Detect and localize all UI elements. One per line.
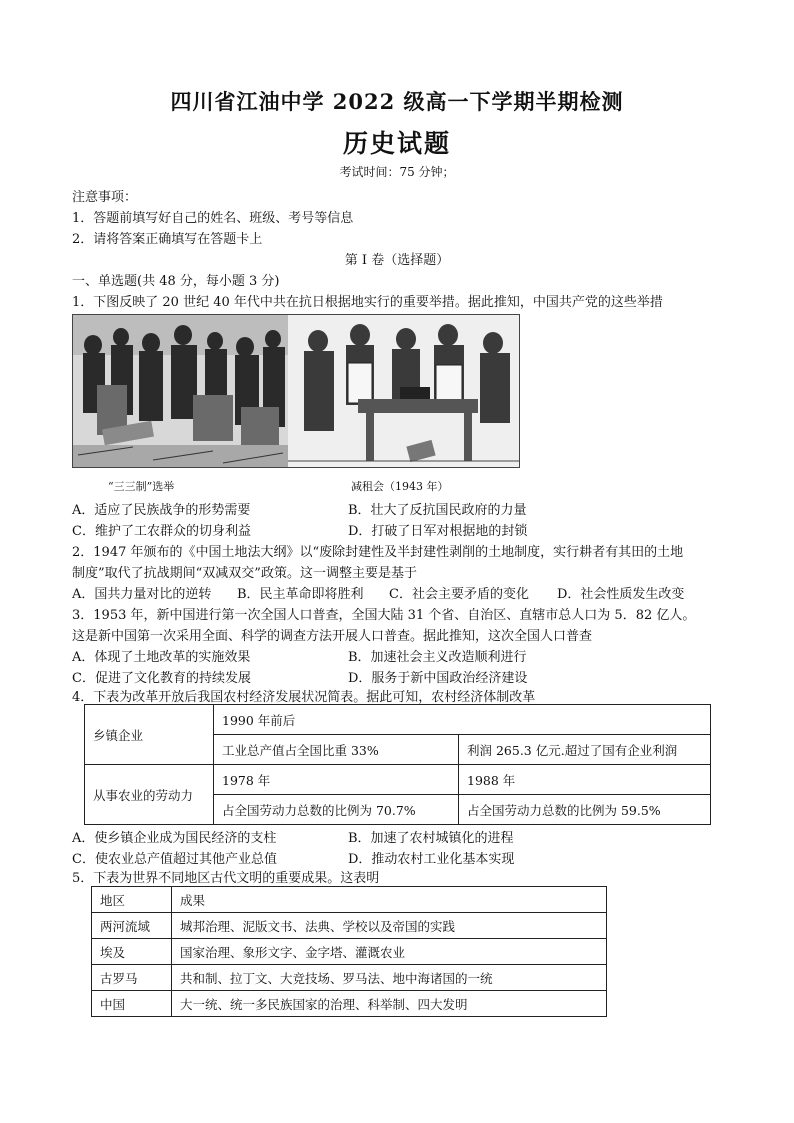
- q5-region-cell: 古罗马: [92, 965, 172, 991]
- q5-stem: 5．下表为世界不同地区古代文明的重要成果。这表明: [72, 871, 380, 886]
- q1-caption-meeting: 减租会（1943 年）: [351, 480, 449, 493]
- q4-row1-cell-a: 工业总产值占全国比重 33%: [214, 735, 459, 765]
- exam-title: 四川省江油中学 2022 级高一下学期半期检测: [170, 89, 624, 114]
- election-illustration: [73, 315, 288, 467]
- q4-stem: 4．下表为改革开放后我国农村经济发展状况简表。据此可知，农村经济体制改革: [72, 690, 536, 705]
- q5-achievement-cell: 国家治理、象形文字、金字塔、灌溉农业: [172, 939, 607, 965]
- q4-row1-period: 1990 年前后: [214, 705, 711, 735]
- q2-option-c[interactable]: C．社会主要矛盾的变化: [389, 587, 529, 602]
- table-row: [92, 965, 607, 991]
- table-row: [92, 913, 607, 939]
- table-row: [85, 705, 711, 735]
- q4-option-d[interactable]: D．推动农村工业化基本实现: [348, 852, 515, 867]
- q1-caption-election: “三三制”选举: [108, 480, 175, 493]
- q4-row2-cell-a: 占全国劳动力总数的比例为 70.7%: [214, 795, 459, 825]
- q3-option-a[interactable]: A．体现了土地改革的实施效果: [72, 650, 251, 665]
- q3-option-c[interactable]: C．促进了文化教育的持续发展: [72, 671, 251, 686]
- q1-option-b[interactable]: B．壮大了反抗国民政府的力量: [348, 503, 527, 518]
- q4-row2-year-b: 1988 年: [459, 765, 711, 795]
- q4-row1-label: 乡镇企业: [85, 705, 214, 765]
- table-row: [85, 765, 711, 795]
- q4-option-b[interactable]: B．加速了农村城镇化的进程: [348, 831, 514, 846]
- note-item-2: 2．请将答案正确填写在答题卡上: [72, 232, 263, 247]
- q4-row2-year-a: 1978 年: [214, 765, 459, 795]
- table-row: [92, 887, 607, 913]
- q4-option-c[interactable]: C．使农业总产值超过其他产业总值: [72, 852, 277, 867]
- exam-subject-title: 历史试题: [342, 129, 451, 158]
- q1-stem: 1．下图反映了 20 世纪 40 年代中共在抗日根据地实行的重要举措。据此推知，中国共产党的这些举措: [72, 295, 663, 310]
- q3-option-b[interactable]: B．加速社会主义改造顺利进行: [348, 650, 527, 665]
- q4-row2-label: 从事农业的劳动力: [85, 765, 214, 825]
- note-item-1: 1．答题前填写好自己的姓名、班级、考号等信息: [72, 211, 354, 226]
- q3-option-d[interactable]: D．服务于新中国政治经济建设: [348, 671, 528, 686]
- q1-option-c[interactable]: C．维护了工农群众的切身利益: [72, 524, 251, 539]
- q3-stem-line2: 这是新中国第一次采用全面、科学的调查方法开展人口普查。据此推知，这次全国人口普查: [72, 629, 593, 644]
- q5-achievement-cell: 城邦治理、泥版文书、法典、学校以及帝国的实践: [172, 913, 607, 939]
- q5-civilizations-table: [91, 886, 607, 1017]
- q5-header-region: 地区: [92, 887, 172, 913]
- q4-rural-economy-table: [84, 704, 711, 825]
- q3-stem-line1: 3．1953 年，新中国进行第一次全国人口普查，全国大陆 31 个省、自治区、直辖市总人口为 5．82 亿人。: [72, 608, 696, 623]
- q5-achievement-cell: 共和制、拉丁文、大竞技场、罗马法、地中海诸国的一统: [172, 965, 607, 991]
- q1-historical-illustration: [72, 314, 520, 468]
- rent-reduction-meeting-illustration: [288, 315, 519, 467]
- exam-time: 考试时间：75 分钟；: [339, 165, 455, 179]
- q5-region-cell: 中国: [92, 991, 172, 1017]
- q2-stem-line1: 2．1947 年颁布的《中国土地法大纲》以“废除封建性及半封建性剥削的土地制度，实行耕者有其田的土地: [72, 545, 684, 560]
- q4-row2-cell-b: 占全国劳动力总数的比例为 59.5%: [459, 795, 711, 825]
- q2-option-b[interactable]: B．民主革命即将胜利: [237, 587, 364, 602]
- q2-stem-line2: 制度”取代了抗战期间“双减双交”政策。这一调整主要是基于: [72, 566, 417, 581]
- table-row: [92, 939, 607, 965]
- q5-header-achievements: 成果: [172, 887, 607, 913]
- q4-row1-cell-b: 利润 265.3 亿元.超过了国有企业利润: [459, 735, 711, 765]
- part-heading: 一、单选题(共 48 分，每小题 3 分): [72, 274, 280, 289]
- q2-option-d[interactable]: D．社会性质发生改变: [557, 587, 685, 602]
- q2-option-a[interactable]: A．国共力量对比的逆转: [72, 587, 212, 602]
- section-title: 第 I 卷（选择题）: [344, 253, 450, 268]
- q5-region-cell: 两河流域: [92, 913, 172, 939]
- q5-achievement-cell: 大一统、统一多民族国家的治理、科举制、四大发明: [172, 991, 607, 1017]
- q1-option-a[interactable]: A．适应了民族战争的形势需要: [72, 503, 251, 518]
- q5-region-cell: 埃及: [92, 939, 172, 965]
- q4-option-a[interactable]: A．使乡镇企业成为国民经济的支柱: [72, 831, 277, 846]
- notes-heading: 注意事项：: [72, 190, 138, 205]
- table-row: [92, 991, 607, 1017]
- q1-option-d[interactable]: D．打破了日军对根据地的封锁: [348, 524, 528, 539]
